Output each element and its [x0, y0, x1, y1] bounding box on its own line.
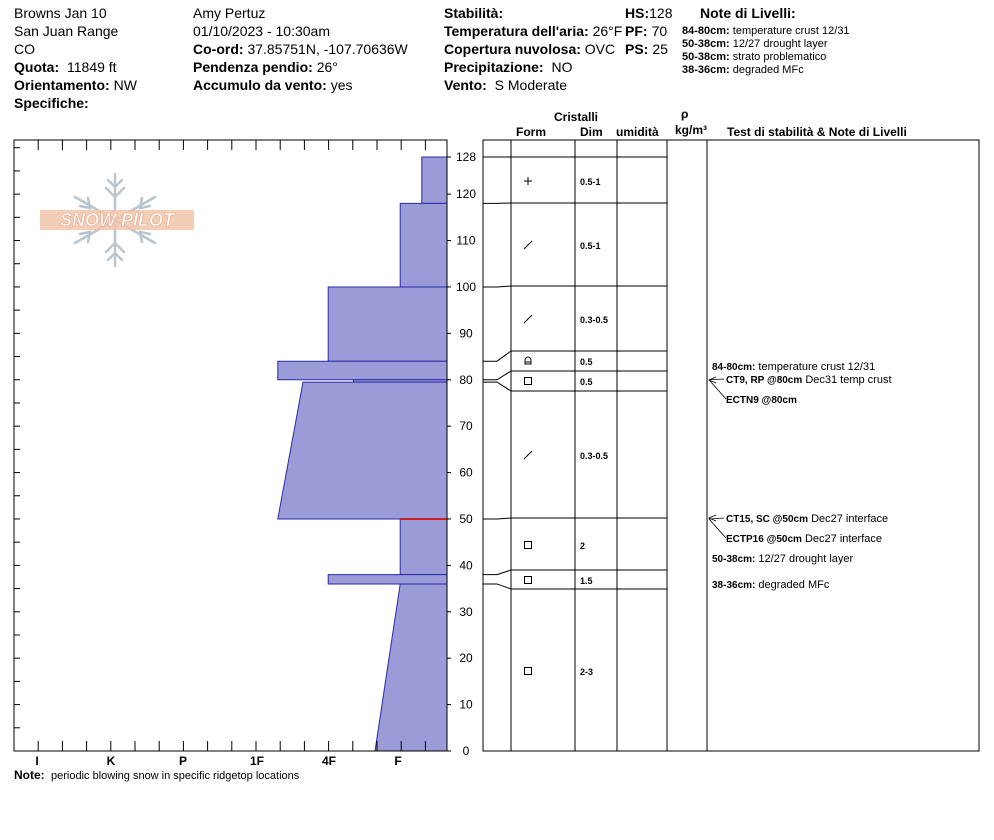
test-pointer: [709, 380, 726, 399]
hardness-bar: [328, 575, 447, 584]
depth-tick-label: 50: [459, 511, 473, 526]
depth-tick-label: 120: [455, 187, 477, 202]
crystal-form-icon: [525, 668, 532, 675]
depth-tick-label: 110: [456, 233, 476, 248]
stability-test-result: ECTP16 @50cm Dec27 interface: [726, 533, 883, 545]
depth-tick-label: 20: [459, 651, 473, 666]
depth-connector: [483, 518, 511, 519]
depth-connector: [483, 351, 511, 361]
site-state: CO: [14, 41, 35, 57]
ps-value: 25: [652, 41, 668, 57]
aspect-label: Orientamento:: [14, 77, 110, 93]
layer-note-range: 50-38cm:: [682, 38, 730, 50]
site-name: Browns Jan 10: [14, 5, 107, 21]
observation-datetime: 01/10/2023 - 10:30am: [193, 23, 330, 39]
footer-note-text: periodic blowing snow in specific ridgetop locations: [51, 770, 300, 782]
crystal-form-icon: [525, 378, 532, 385]
hardness-bar: [278, 361, 447, 380]
depth-connector: [483, 570, 511, 575]
layer-table-frame: [483, 140, 979, 751]
col-density-unit: kg/m³: [675, 123, 708, 137]
elevation-label: Quota:: [14, 59, 60, 75]
col-tests: Test di stabilità & Note di Livelli: [727, 125, 907, 139]
crystal-form-icon: [525, 357, 531, 364]
slope-label: Pendenza pendio:: [193, 59, 313, 75]
cloud-value: OVC: [584, 41, 616, 57]
depth-tick-label: 0: [462, 744, 470, 758]
col-crystals: Cristalli: [554, 110, 599, 124]
crystal-size-label: 2-3: [580, 667, 594, 677]
crystal-size-label: 0.5-1: [580, 177, 601, 187]
coords-value: 37.85751N, -107.70636W: [247, 41, 408, 57]
stability-test-result: ECTN9 @80cm: [726, 395, 797, 406]
hardness-bar: [400, 519, 447, 575]
hs-label: HS:: [625, 5, 650, 21]
air-temp-value: 26°F: [592, 23, 623, 39]
layer-note-text: strato problematico: [732, 51, 827, 63]
logo-text: SNOW PILOT: [60, 210, 174, 230]
slope-value: 26°: [316, 59, 338, 75]
hardness-tick-label: 1F: [249, 754, 265, 768]
crystal-form-icon: [524, 451, 532, 459]
col-rho: ρ: [681, 107, 689, 121]
crystal-form-icon: [525, 542, 532, 549]
col-size: Dim: [580, 125, 603, 139]
layer-note-text: temperature crust 12/31: [732, 25, 850, 37]
depth-tick-label: 60: [459, 465, 473, 480]
depth-connector: [483, 371, 511, 380]
crystal-size-label: 0.5: [580, 357, 593, 367]
crystal-size-label: 0.3-0.5: [580, 315, 609, 325]
crystal-form-icon: [525, 577, 532, 584]
aspect-value: NW: [113, 77, 137, 93]
layer-note-text: 12/27 drought layer: [732, 38, 828, 50]
crystal-size-label: 0.5: [580, 377, 593, 387]
col-moisture: umidità: [616, 125, 659, 139]
col-form: Form: [516, 125, 546, 139]
pf-label: PF:: [625, 23, 648, 39]
air-temp-label: Temperatura dell'aria:: [444, 23, 589, 39]
depth-tick-label: 100: [455, 279, 477, 294]
pf-value: 70: [651, 23, 668, 39]
cloud-label: Copertura nuvolosa:: [444, 41, 581, 57]
hardness-tick-label: 4F: [321, 754, 337, 768]
depth-tick-label: 30: [459, 604, 473, 619]
hardness-tick-label: P: [178, 754, 188, 768]
stability-test-result: CT9, RP @80cm Dec31 temp crust: [726, 374, 892, 386]
observer-name: Amy Pertuz: [193, 5, 266, 21]
coords-label: Co-ord:: [193, 41, 244, 57]
wind-loading-label: Accumulo da vento:: [193, 77, 327, 93]
crystal-form-icon: [524, 241, 532, 249]
hardness-bar: [278, 382, 447, 519]
depth-connector: [483, 286, 511, 287]
footer-note: [14, 767, 299, 783]
crystal-size-label: 2: [580, 541, 586, 551]
depth-tick-label: 70: [459, 419, 473, 434]
layer-annotation: 50-38cm: 12/27 drought layer: [712, 553, 854, 565]
layer-annotation: 84-80cm: temperature crust 12/31: [712, 361, 876, 373]
depth-connector: [483, 584, 511, 589]
wind-loading-value: yes: [330, 77, 353, 93]
hs-value: 128: [649, 5, 673, 21]
layer-note-range: 50-38cm:: [682, 51, 730, 63]
layer-note-range: 84-80cm:: [682, 25, 730, 37]
layer-annotation: 38-36cm: degraded MFc: [712, 579, 830, 591]
stability-label: Stabilità:: [444, 5, 504, 21]
specifics-label: Specifiche:: [14, 95, 89, 111]
layer-notes-title: Note di Livelli:: [700, 5, 796, 21]
crystal-size-label: 0.5-1: [580, 241, 601, 251]
stability-test-result: CT15, SC @50cm Dec27 interface: [726, 513, 889, 525]
elevation-value: 11849 ft: [67, 59, 117, 75]
wind-value: S Moderate: [494, 77, 568, 93]
layer-note-text: degraded MFc: [732, 64, 804, 76]
precip-label: Precipitazione:: [444, 59, 544, 75]
depth-connector: [483, 382, 511, 391]
depth-tick-label: 40: [459, 558, 473, 573]
layer-note-range: 38-36cm:: [682, 64, 730, 76]
depth-tick-label: 128: [455, 150, 477, 164]
site-range: San Juan Range: [14, 23, 119, 39]
crystal-form-icon: [524, 315, 532, 323]
hardness-bar: [328, 287, 447, 361]
crystal-size-label: 0.3-0.5: [580, 451, 609, 461]
footer-note-label: Note:: [14, 768, 45, 782]
ps-label: PS:: [625, 41, 649, 57]
depth-tick-label: 10: [459, 697, 473, 712]
depth-tick-label: 90: [459, 326, 473, 341]
hardness-bar: [400, 203, 447, 287]
hardness-tick-label: K: [106, 754, 116, 768]
hardness-bar: [375, 584, 447, 751]
depth-tick-label: 80: [459, 372, 473, 387]
crystal-size-label: 1.5: [580, 576, 593, 586]
hardness-tick-label: I: [35, 754, 39, 768]
hardness-bar: [422, 157, 447, 203]
test-pointer: [709, 519, 726, 538]
wind-label: Vento:: [444, 77, 487, 93]
hardness-tick-label: F: [394, 754, 402, 768]
precip-value: NO: [551, 59, 573, 75]
